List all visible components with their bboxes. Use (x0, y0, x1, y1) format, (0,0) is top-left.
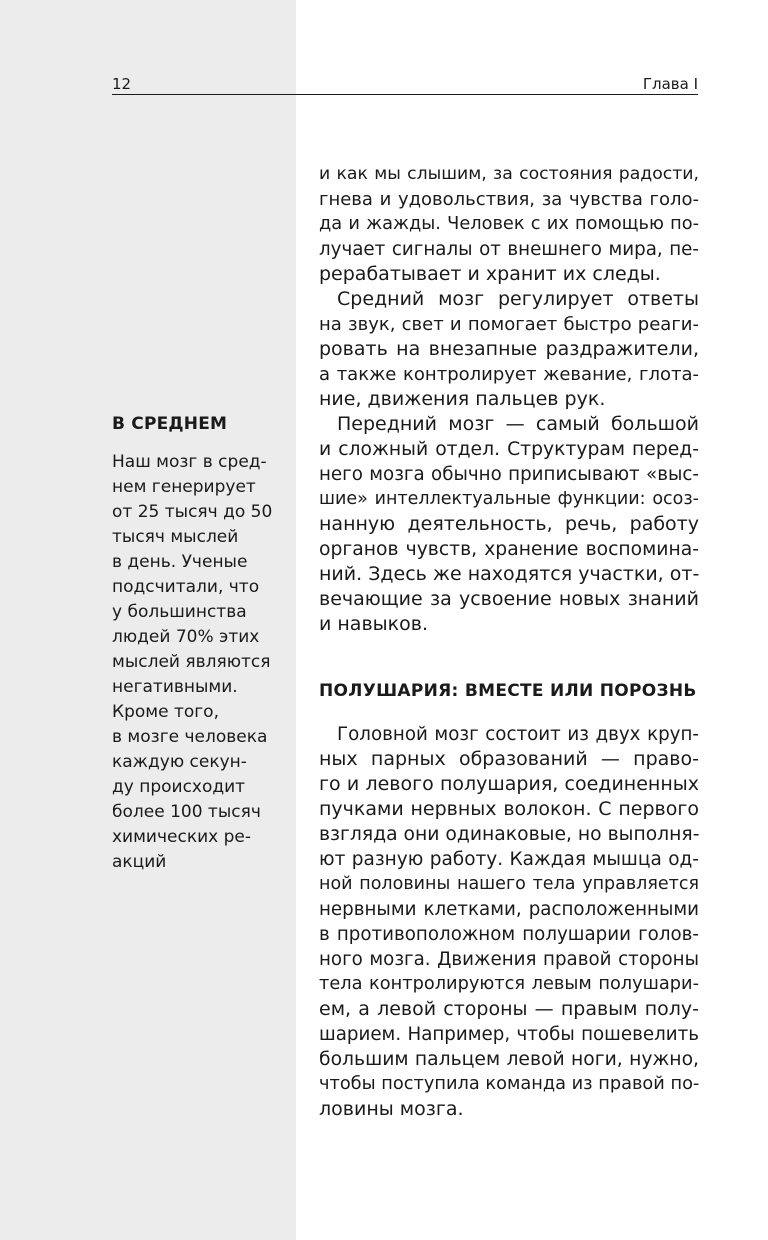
text-line: вечающие за усвоение новых знаний (319, 588, 699, 610)
sidebar-line: ду происходит (112, 777, 246, 797)
sidebar-note-body (112, 450, 282, 875)
text-line: го и левого полушария, соединенных (319, 773, 699, 795)
text-line: а также контролирует жевание, глота- (319, 364, 699, 385)
paragraph-3 (319, 412, 699, 637)
sidebar-line: более 100 тысяч (112, 802, 261, 822)
sidebar-line: мыслей являются (112, 652, 271, 672)
text-line: ного мозга. Движения правой стороны (319, 949, 699, 970)
header-rule (112, 94, 698, 95)
sidebar-line: нем генерирует (112, 477, 256, 497)
text-line: большим пальцем левой ноги, нужно, (319, 1049, 699, 1070)
text-line: ных парных образований — право- (319, 748, 699, 770)
text-line: и сложный отдел. Структурам перед- (319, 439, 699, 460)
text-line: лучает сигналы от внешнего мира, пе- (319, 239, 699, 260)
text-line: рерабатывает и хранит их следы. (319, 263, 661, 285)
main-text-column (319, 162, 699, 1122)
text-line: и как мы слышим, за состояния радости, (319, 164, 699, 184)
sidebar-line: Наш мозг в сред- (112, 452, 267, 472)
page-number: 12 (112, 75, 132, 93)
paragraph-4 (319, 722, 699, 1122)
text-line: да и жажды. Человек с их помощью по- (319, 214, 699, 234)
text-line: шие» интеллектуальные функции: осоз- (319, 489, 699, 509)
sidebar-line: подсчитали, что (112, 577, 260, 597)
sidebar-line: в день. Ученые (112, 552, 248, 572)
sidebar-line: Кроме того, (112, 702, 219, 722)
text-line: чтобы поступила команда из правой по- (319, 1074, 700, 1094)
text-line: ние, движения пальцев рук. (319, 388, 606, 410)
text-line: ний. Здесь же находятся участки, от- (319, 563, 700, 585)
sidebar-line: акций (112, 852, 167, 872)
text-line: на звук, свет и помогает быстро реаги- (319, 314, 699, 335)
text-line: гнева и удовольствия, за чувства голо- (319, 189, 699, 210)
text-line: ем, а левой стороны — правым полу- (319, 998, 699, 1020)
sidebar-note-title: В СРЕДНЕМ (112, 414, 228, 434)
sidebar-line: людей 70% этих (112, 627, 260, 647)
text-line: взгляда они одинаковые, но выполня- (319, 824, 700, 845)
text-line: ной половины нашего тела управляется (319, 874, 699, 894)
chapter-title: Глава I (642, 75, 698, 93)
sidebar-note (112, 412, 282, 875)
text-line: ровать на внезапные раздражители, (319, 338, 699, 360)
sidebar-line: химических ре- (112, 827, 251, 847)
text-line: ловины мозга. (319, 1098, 464, 1120)
paragraph-2 (319, 287, 699, 412)
text-line: тела контролируются левым полушари- (319, 974, 699, 994)
sidebar-line: от 25 тысяч до 50 (112, 502, 273, 522)
text-line: органов чувств, хранение воспомина- (319, 539, 699, 560)
text-line: Головной мозг состоит из двух круп- (337, 724, 699, 745)
text-line: в противоположном полушарии голов- (319, 924, 699, 945)
text-line: нервными клетками, расположенными (319, 899, 699, 920)
paragraph-1 (319, 162, 699, 287)
text-line: ют разную работу. Каждая мышца од- (319, 849, 699, 870)
text-line: Средний мозг регулирует ответы (337, 288, 699, 310)
sidebar-line: каждую секун- (112, 752, 247, 772)
sidebar-line: в мозге человека (112, 727, 268, 747)
sidebar-line: у большинства (112, 602, 247, 622)
sidebar-line: тысяч мыслей (112, 527, 239, 547)
text-line: и навыков. (319, 613, 428, 635)
text-line: нанную деятельность, речь, работу (319, 513, 699, 535)
sidebar-line: негативными. (112, 677, 238, 697)
section-heading: ПОЛУШАРИЯ: ВМЕСТЕ ИЛИ ПОРОЗНЬ (319, 681, 697, 701)
text-line: него мозга обычно приписывают «выс- (319, 464, 699, 485)
text-line: шарием. Например, чтобы пошевелить (319, 1024, 699, 1045)
text-line: Передний мозг — самый большой (337, 413, 699, 435)
text-line: пучками нервных волокон. С первого (319, 798, 699, 820)
